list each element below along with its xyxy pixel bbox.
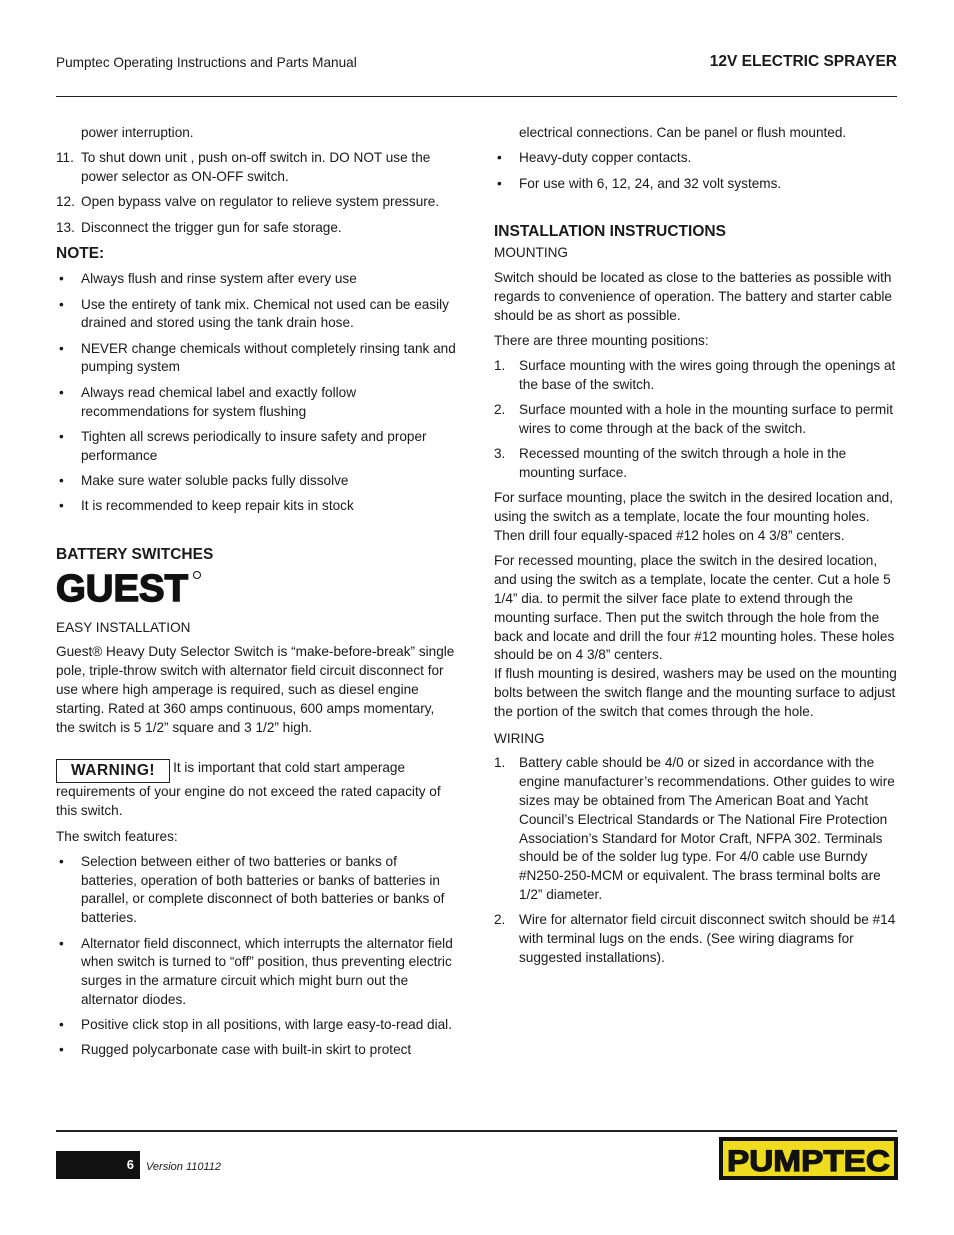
easy-installation-paragraph: Guest® Heavy Duty Selector Switch is “make-before-break” single pole, triple-throw switch with alternator field circuit disconnect for use where high amperage is required, such as diesel engine starting. Rated at 360 amps continuous, 600 amps momentary, the switch is 5 1/2” square and 3 1/2” high. xyxy=(56,644,455,735)
step-item: 12. Open bypass valve on regulator to relieve system pressure. xyxy=(56,194,440,210)
feature-continuation: electrical connections. Can be panel or flush mounted. xyxy=(519,125,847,140)
page-number: 6 xyxy=(126,1157,134,1172)
feature-item: • Rugged polycarbonate case with built-in skirt to protect xyxy=(59,1042,412,1058)
mounting-position-item: 1. Surface mounting with the wires going through the openings at the base of the switch. xyxy=(494,358,896,392)
right-column xyxy=(494,124,898,974)
mounting-position-item: 3. Recessed mounting of the switch through a hole in the mounting surface. xyxy=(494,446,847,481)
note-heading: NOTE: xyxy=(56,245,105,263)
note-item: • It is recommended to keep repair kits in stock xyxy=(59,498,354,514)
wiring-item: 2. Wire for alternator field circuit disconnect switch should be #14 with terminal lugs on the ends. (See wiring diagrams for suggested installations). xyxy=(494,912,896,965)
note-item: • Tighten all screws periodically to insure safety and proper performance xyxy=(59,428,427,463)
feature-item: • Selection between either of two batteries or banks of batteries, operation of both batteries or banks of batteries in parallel, or complete disconnect of both batteries or banks of batteries. xyxy=(59,853,445,926)
note-item: • Use the entirety of tank mix. Chemical not used can be easily drained and stored using the tank drain hose. xyxy=(59,296,449,331)
battery-switches-heading: BATTERY SWITCHES xyxy=(56,546,214,564)
mounting-position-item: 2. Surface mounted with a hole in the mounting surface to permit wires to come through at the back of the switch. xyxy=(494,402,894,437)
header-rule xyxy=(56,96,897,97)
header-right-title: 12V ELECTRIC SPRAYER xyxy=(709,53,897,70)
step-item: 11. To shut down unit , push on-off switch in. DO NOT use the power selector as ON-OFF switch. xyxy=(56,150,431,185)
note-item: • NEVER change chemicals without completely rinsing tank and pumping system xyxy=(59,340,456,375)
flush-mounting-paragraph: If flush mounting is desired, washers may be used on the mounting bolts between the switch flange and the mounting surface to adjust the portion of the switch that comes through the hole. xyxy=(494,666,897,719)
version-label: Version 110112 xyxy=(146,1161,222,1173)
guest-logo-text: GUEST xyxy=(56,568,188,605)
warning-text: It is important that cold start amperage requirements of your engine do not exceed the rated capacity of this switch. xyxy=(56,760,441,819)
feature-item: • Heavy-duty copper contacts. xyxy=(497,150,692,166)
left-column xyxy=(56,124,456,1067)
step-item: 13. Disconnect the trigger gun for safe storage. xyxy=(56,219,342,235)
footer-rule xyxy=(56,1130,897,1132)
mounting-paragraph: Switch should be located as close to the batteries as possible with regards to convenience of operation. The battery and starter cable should be as short as possible. xyxy=(494,269,892,323)
page-number-box xyxy=(56,1151,140,1179)
installation-heading: INSTALLATION INSTRUCTIONS xyxy=(494,223,726,241)
header-left-title: Pumptec Operating Instructions and Parts Manual xyxy=(56,55,357,70)
step-continuation: power interruption. xyxy=(81,125,194,140)
wiring-heading: WIRING xyxy=(494,730,545,746)
note-item: • Always flush and rinse system after every use xyxy=(59,271,357,287)
feature-item: • For use with 6, 12, 24, and 32 volt systems. xyxy=(497,175,782,191)
guest-logo xyxy=(56,569,206,605)
warning-label: WARNING! xyxy=(56,759,170,783)
recessed-mounting-paragraph: For recessed mounting, place the switch in the desired location, and using the switch as a template, locate the center. Cut a hole 5 1/4” dia. to permit the silver face plate to extend through the mounting surface. Then put the switch through the hole from the back and locate and drill the four #12 mounting holes. These holes should be on 4 3/8” centers. xyxy=(494,553,895,663)
surface-mounting-paragraph: For surface mounting, place the switch in the desired location and, using the switch as a template, locate the four mounting holes. Then drill four equally-spaced #12 holes on 4 3/8” centers. xyxy=(494,490,893,544)
warning-paragraph xyxy=(56,759,456,821)
note-item: • Always read chemical label and exactly follow recommendations for system flushing xyxy=(59,384,357,419)
pumptec-logo-text: PUMPTEC xyxy=(727,1145,890,1178)
wiring-item: 1. Battery cable should be 4/0 or sized in accordance with the engine manufacturer’s recommendations. Other guides to wire sizes may be obtained from The American Boat and Yacht Council’s Electrical Standards or The National Fire Protection Association’s Standard for Motor Craft, NFPA 302. Terminals should be of the solder lug type. For 4/0 cable use Burndy #N250-250-MCM or equivalent. The brass terminal bolts are 1/2” diameter. xyxy=(494,755,895,902)
feature-item: • Positive click stop in all positions, with large easy-to-read dial. xyxy=(59,1017,452,1033)
mounting-positions-intro: There are three mounting positions: xyxy=(494,332,709,348)
easy-installation-heading: EASY INSTALLATION xyxy=(56,619,191,635)
pumptec-logo xyxy=(719,1137,898,1180)
features-intro: The switch features: xyxy=(56,828,178,844)
note-item: • Make sure water soluble packs fully dissolve xyxy=(59,472,349,488)
feature-item: • Alternator field disconnect, which interrupts the alternator field when switch is turned to “off” position, thus preventing electric surges in the armature circuit which might burn out the alternator diodes. xyxy=(59,935,453,1007)
mounting-heading: MOUNTING xyxy=(494,245,569,261)
